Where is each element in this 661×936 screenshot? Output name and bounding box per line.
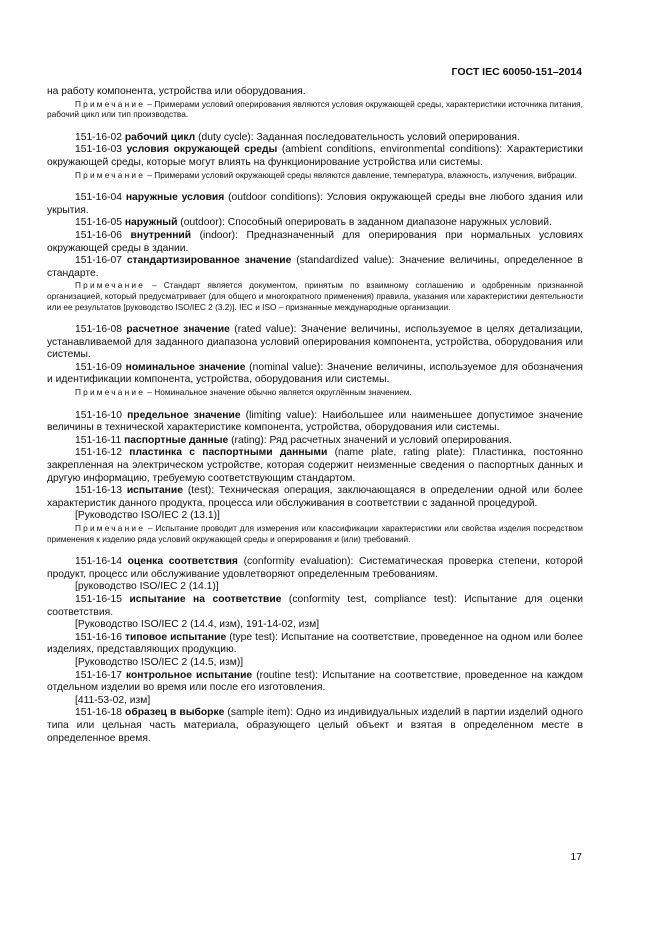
note-text: – Номинальное значение обычно является округлённым значением.: [145, 387, 412, 398]
term-number: 151-16-16: [75, 631, 122, 643]
term-entry: [47, 144, 583, 169]
term-number: 151-16-03: [75, 144, 122, 156]
term-entry: [47, 324, 583, 362]
term-name: образец в выборке: [125, 707, 225, 719]
term-entry: [47, 670, 583, 695]
term-definition: (outdoor): Способный оперировать в заданном диапазоне наружных условий.: [177, 217, 552, 229]
document-header: ГОСТ IEC 60050-151–2014: [451, 66, 582, 78]
term-number: 151-16-06: [75, 229, 122, 241]
note-paragraph: [47, 280, 583, 312]
term-entry: [47, 447, 583, 485]
text-paragraph: [Руководство ISO/IEC 2 (14.5, изм)]: [75, 656, 244, 668]
term-entry: [47, 707, 583, 745]
term-number: 151-16-07: [75, 255, 122, 267]
term-definition: (rating): Ряд расчетных значений и условий оперирования.: [228, 434, 512, 446]
term-name: паспортные данные: [124, 434, 229, 446]
term-name: пластинка с паспортными данными: [129, 447, 328, 459]
term-number: 151-16-14: [75, 556, 122, 568]
term-name: контрольное испытание: [126, 669, 253, 681]
term-definition: (nominal value): Значение величины, используемое для обозначения и идентификации компонента, устройства, оборудования или системы.: [47, 361, 583, 386]
term-definition: (routine test): Испытание на соответствие, проведенное на каждом отдельном изделии во время или после его изготовления.: [47, 669, 583, 694]
term-name: испытание: [126, 485, 183, 497]
term-entry: [47, 217, 583, 230]
term-entry: [47, 362, 583, 387]
term-number: 151-16-08: [75, 324, 122, 336]
paragraph-gap: [47, 398, 583, 410]
term-entry: [47, 132, 583, 145]
term-definition: (limiting value): Наибольшее или наименьшее допустимое значение величины в технической характеристике компонента, устройства, оборудования или системы.: [47, 409, 583, 434]
term-number: 151-16-18: [75, 707, 122, 719]
term-number: 151-16-15: [75, 593, 122, 605]
term-entry: [47, 594, 583, 619]
term-definition: (indoor): Предназначенный для оперирования при нормальных условиях окружающей среды в здании.: [47, 229, 583, 254]
text-paragraph: на работу компонента, устройства или оборудования.: [47, 86, 306, 97]
term-number: 151-16-10: [75, 409, 122, 421]
note-paragraph: [47, 170, 583, 181]
term-definition: (sample item): Одно из индивидуальных изделий в партии изделий одного типа или цельная часть материала, образующего целый объект и взятая в определенном месте в определенное время.: [47, 707, 583, 744]
note-paragraph: [47, 387, 583, 398]
term-definition: (standardized value): Значение величины, определенное в стандарте.: [47, 255, 583, 279]
term-name: наружный: [124, 217, 178, 229]
note-label: Примечание: [75, 523, 146, 533]
note-label: Примечание: [75, 387, 146, 398]
paragraph-gap: [47, 544, 583, 556]
text-paragraph: [411-53-02, изм]: [75, 694, 151, 706]
note-paragraph: [47, 99, 583, 120]
term-entry: [47, 255, 583, 280]
term-name: условия окружающей среды: [126, 144, 278, 156]
term-name: наружные условия: [125, 192, 225, 204]
term-name: стандартизированное значение: [126, 255, 292, 267]
term-definition: (duty cycle): Заданная последовательность условий оперирования.: [195, 131, 520, 143]
note-text: – Примерами условий оперирования являются условия окружающей среды, характеристики источника питания, рабочий цикл или тип производства.: [47, 98, 583, 120]
term-number: 151-16-04: [75, 192, 122, 204]
paragraph-gap: [47, 180, 583, 192]
term-number: 151-16-05: [75, 217, 122, 229]
note-label: Примечание: [75, 280, 146, 291]
note-text: – Испытание проводит для измерения или классификации характеристики или свойства изделия посредством применения к изделию ряда условий окружающей среды и оперирования и (или) требований.: [47, 523, 583, 544]
term-definition: (type test): Испытание на соответствие, проведенное на одном или более изделиях, представляющих продукцию.: [47, 631, 583, 656]
term-entry: [47, 632, 583, 657]
term-definition: (name plate, rating plate): Пластинка, постоянно закрепленная на электрическом устройстве, которая содержит неизменные сведения о паспортных данных и другую информацию, требуемую соответствующим стандартом.: [47, 447, 583, 484]
term-number: 151-16-17: [75, 669, 122, 681]
term-name: типовое испытание: [124, 631, 227, 643]
paragraph-gap: [47, 120, 583, 132]
term-name: внутренний: [130, 229, 192, 241]
term-definition: (test): Техническая операция, заключающаяся в определении одной или более характеристик данного продукта, процесса или обслуживания в соответствии с заданной процедурой.: [47, 485, 583, 509]
document-body: [47, 86, 583, 745]
term-number: 151-16-12: [75, 447, 122, 459]
term-number: 151-16-13: [75, 485, 122, 497]
note-text: – Примерами условий окружающей среды являются давление, температура, влажность, излучения, вибрации.: [145, 169, 577, 180]
term-entry: [47, 435, 583, 448]
term-name: рабочий цикл: [124, 131, 196, 143]
term-definition: (conformity test, compliance test): Испытание для оценки соответствия.: [47, 593, 583, 618]
note-label: Примечание: [75, 98, 146, 109]
text-paragraph: [Руководство ISO/IEC 2 (13.1)]: [75, 510, 220, 522]
term-number: 151-16-02: [75, 131, 122, 143]
term-definition: (rated value): Значение величины, используемое в целях детализации, устанавливаемой для заданного диапазона условий оперирования компонента, устройства, оборудования или системы.: [47, 324, 583, 361]
term-name: оценка соответствия: [127, 556, 238, 568]
page-number: 17: [570, 852, 582, 863]
text-paragraph: [руководство ISO/IEC 2 (14.1)]: [75, 581, 219, 593]
term-entry: [47, 485, 583, 510]
term-definition: (outdoor conditions): Условия окружающей среды вне любого здания или укрытия.: [47, 192, 583, 216]
term-number: 151-16-09: [75, 361, 122, 373]
paragraph-gap: [47, 312, 583, 324]
note-paragraph: [47, 523, 583, 544]
term-name: расчетное значение: [126, 324, 230, 336]
term-definition: (ambient conditions, environmental conditions): Характеристики окружающей среды, которые могут влиять на функционирование устройства или системы.: [47, 144, 583, 168]
term-entry: [47, 410, 583, 435]
term-entry: [47, 192, 583, 217]
term-entry: [47, 556, 583, 581]
term-name: испытание на соответствие: [129, 593, 282, 605]
text-paragraph: [Руководство ISO/IEC 2 (14.4, изм), 191-14-02, изм]: [75, 619, 320, 631]
term-name: предельное значение: [127, 409, 241, 421]
term-entry: [47, 230, 583, 255]
note-text: – Стандарт является документом, принятым по взаимному соглашению и одобренным признанной организацией, который предусматривает (для общего и многократного применения) правила, указания или характеристики деятельности или ее результатов [руководство ISO/IEC 2 (3.2)]. IEC и ISO – признанные международные организации.: [47, 280, 583, 312]
note-label: Примечание: [75, 169, 146, 180]
term-number: 151-16-11: [75, 434, 122, 446]
term-definition: (conformity evaluation): Систематическая проверка степени, которой продукт, процесс или обслуживание удовлетворяют определенным требованиям.: [47, 556, 583, 580]
term-name: номинальное значение: [125, 361, 246, 373]
